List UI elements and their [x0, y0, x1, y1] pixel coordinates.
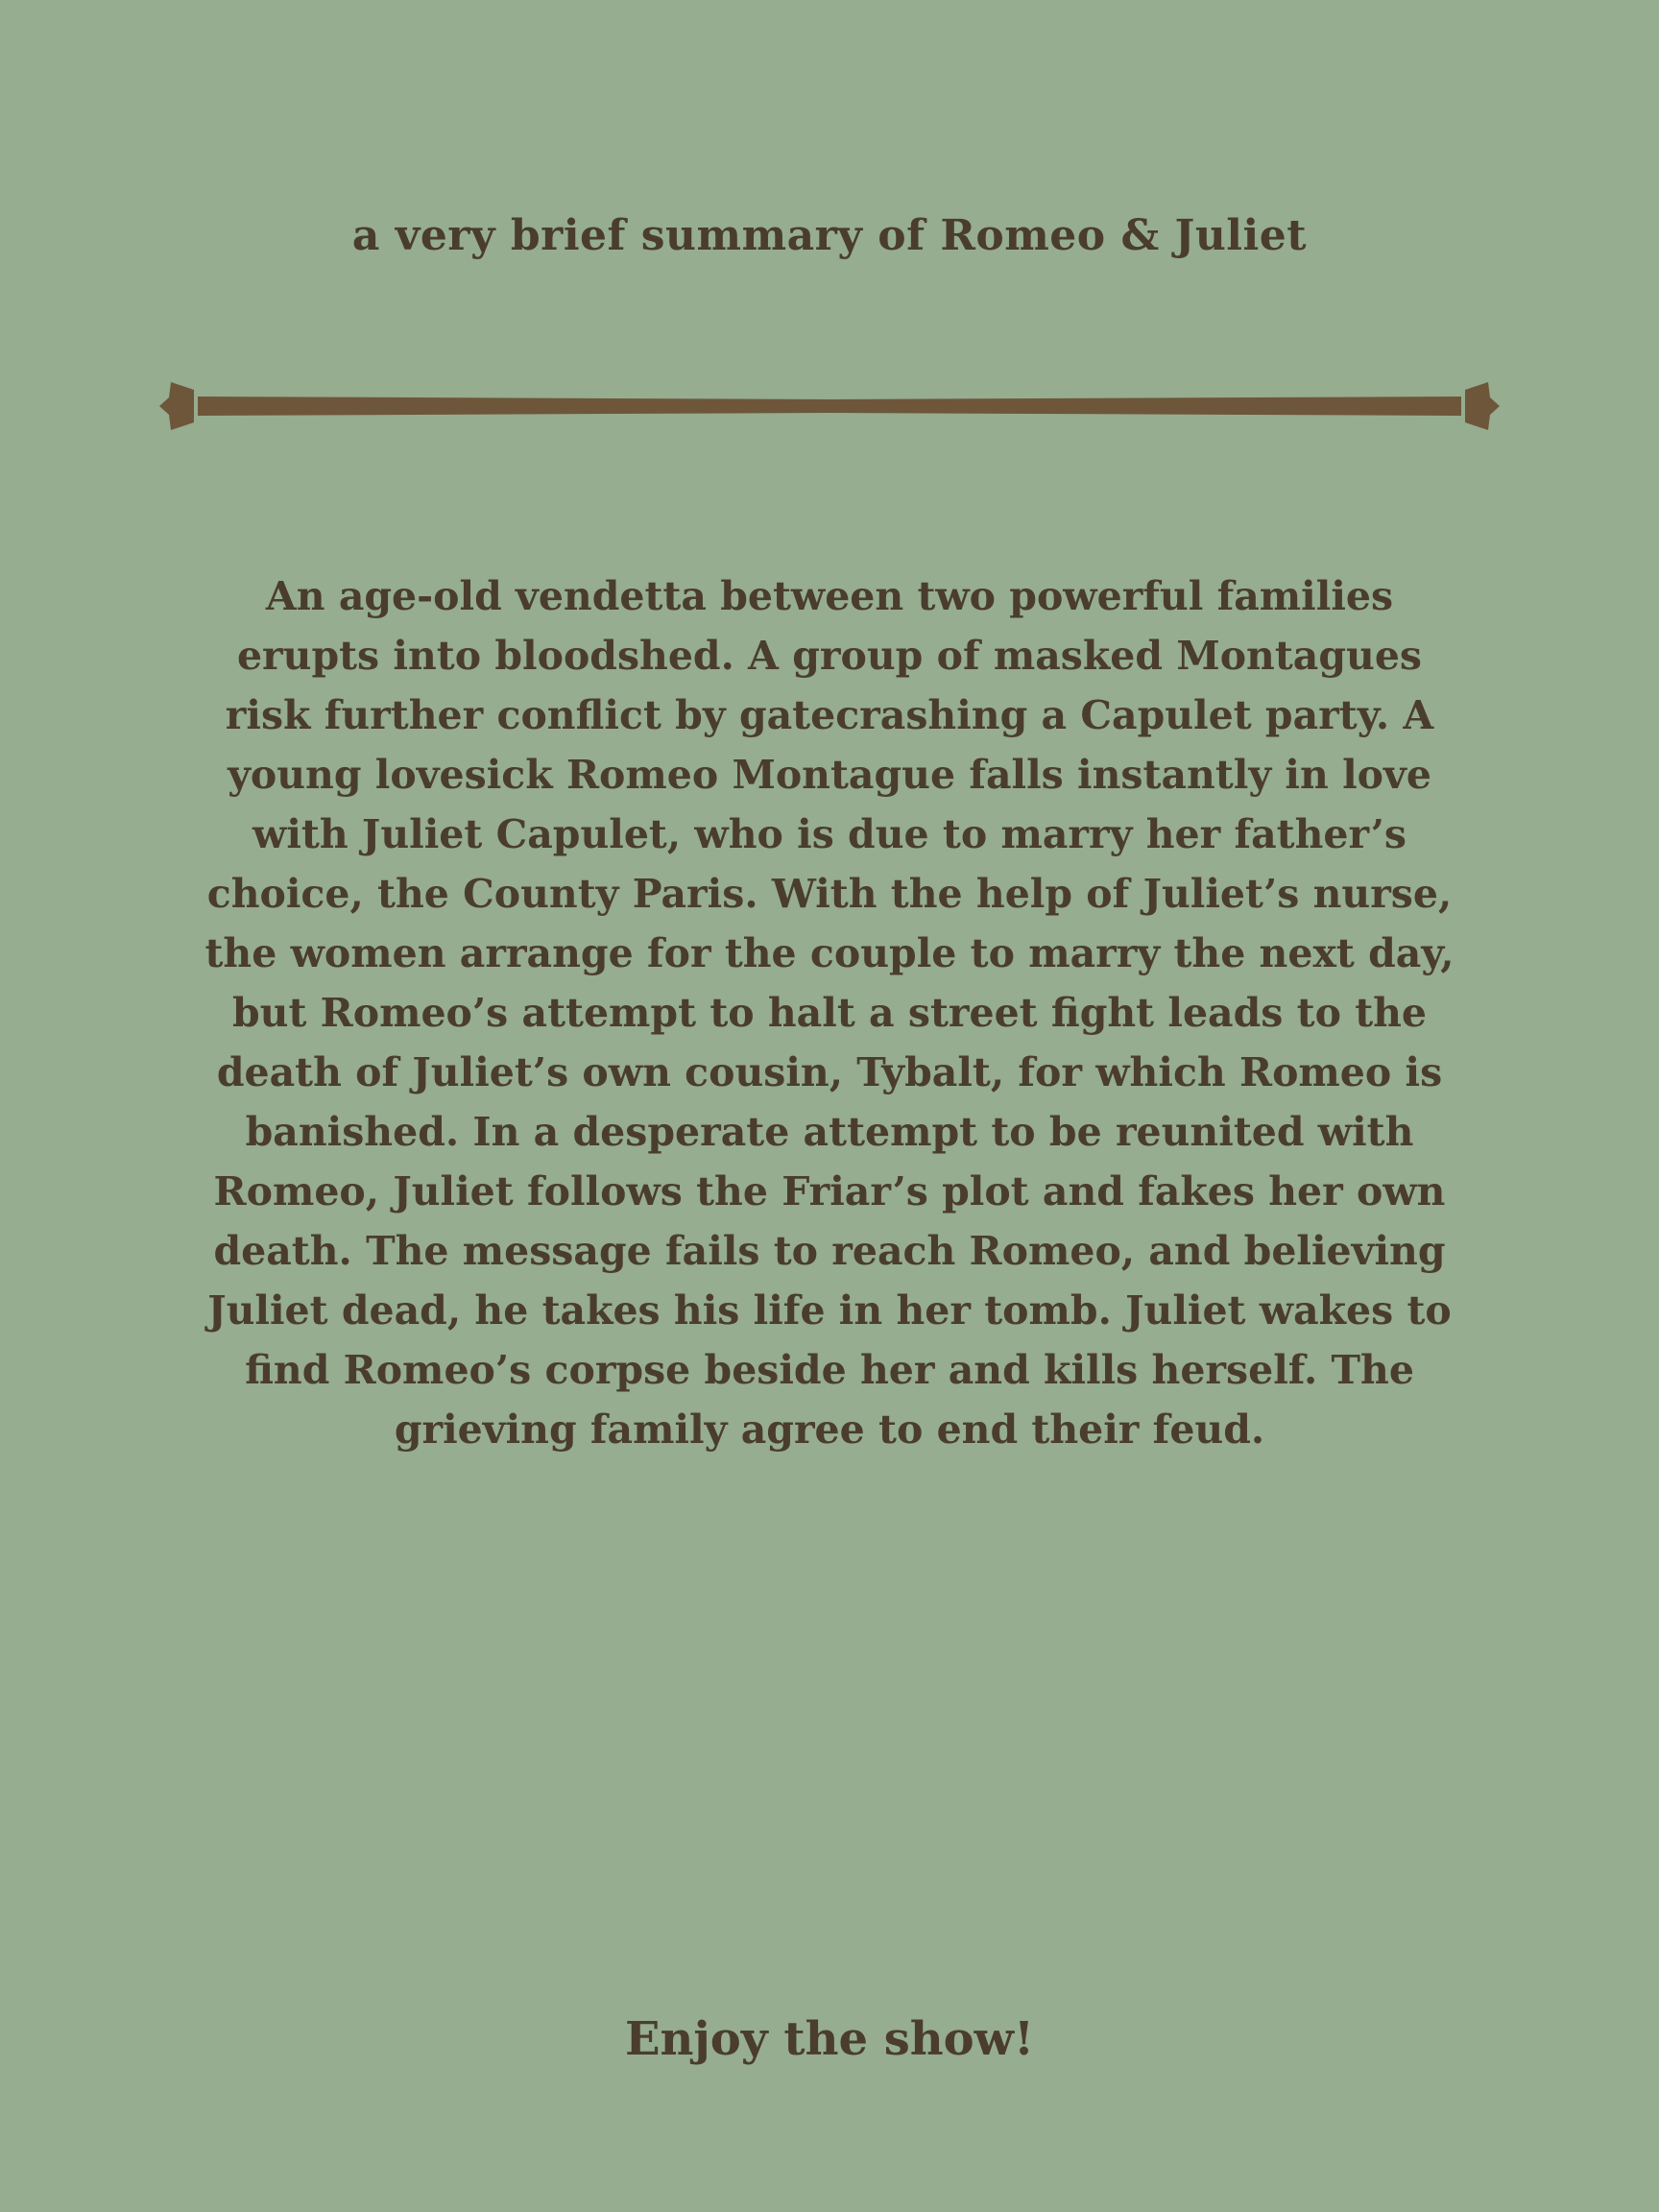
ornamental-divider [159, 380, 1500, 432]
summary-paragraph: An age-old vendetta between two powerful families erupts into bloodshed. A group of masked Montagues risk further conflict by gatecrashing a Capulet party. A young lovesick Romeo Montague falls instantly in love with Juliet Capulet, who is due to marry her father’s choice, the County Paris. With the help of Juliet’s nurse, the women arrange for the couple to marry the next day, but Romeo’s attempt to halt a street fight leads to the death of Juliet’s own cousin, Tybalt, for which Romeo is banished. In a desperate attempt to be reunited with Romeo, Juliet follows the Friar’s plot and fakes her own death. The message fails to reach Romeo, and believing Juliet dead, he takes his life in her tomb. Juliet wakes to find Romeo’s corpse beside her and kills herself. The grieving family agree to end their feud. [204, 573, 1455, 1453]
page-title: a very brief summary of Romeo & Juliet [351, 211, 1308, 260]
closing-line: Enjoy the show! [624, 2012, 1035, 2066]
